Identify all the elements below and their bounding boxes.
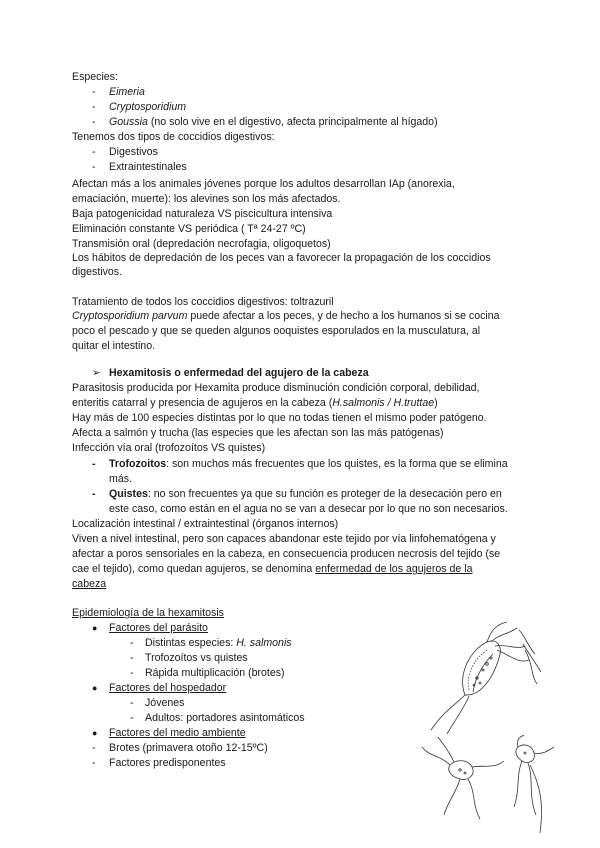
factores-ambiente-title: Factores del medio ambiente xyxy=(109,727,246,739)
dash: - xyxy=(92,742,96,754)
bullet-icon: ● xyxy=(92,623,98,633)
underlined-term: cabeza xyxy=(72,578,107,590)
factores-parasito-title: Factores del parásito xyxy=(109,622,208,634)
parasito-item: Rápida multiplicación (brotes) xyxy=(145,667,285,679)
tratamiento-crypto-line xyxy=(72,310,500,323)
quistes-label: Quistes xyxy=(109,488,148,500)
text-line: poco el pescado y que se queden algunos ooquistes esporulados en la musculatura, al xyxy=(72,325,481,337)
tratamiento-line: Tratamiento de todos los coccidios digestivos: toltrazuril xyxy=(72,296,334,308)
tipo-extraintestinales: Extraintestinales xyxy=(109,161,187,173)
text-line: Afectan más a los animales jóvenes porque los adultos desarrollan IAp (anorexia, xyxy=(72,178,455,190)
underlined-term: enfermedad de los agujeros de la xyxy=(315,563,473,575)
epidemiologia-title: Epidemiología de la hexamitosis xyxy=(72,607,224,619)
arrow-bullet-icon: ➢ xyxy=(92,367,101,379)
dash: - xyxy=(130,697,134,709)
dash: - xyxy=(92,86,96,98)
dash: - xyxy=(130,652,134,664)
dash: - xyxy=(130,637,134,649)
text-line: afectar a poros sensoriales en la cabeza, en consecuencia producen necrosis del tejido (se xyxy=(72,548,501,560)
hexamita-trophozoite-illustration xyxy=(425,620,545,735)
bullet-icon: ● xyxy=(92,683,98,693)
factores-hospedador-title: Factores del hospedador xyxy=(109,682,227,694)
text-span: enteritis catarral y presencia de agujeros en la cabeza ( xyxy=(72,397,333,409)
text-line-species xyxy=(72,397,438,410)
ambiente-item: Brotes (primavera otoño 12-15ºC) xyxy=(109,742,268,754)
dash: - xyxy=(92,116,96,128)
especies-title: Especies: xyxy=(72,71,118,83)
dash: - xyxy=(92,161,96,173)
text-span: cae el tejido), como quedan agujeros, se denomina xyxy=(72,563,316,575)
section-heading: Hexamitosis o enfermedad del agujero de la cabeza xyxy=(109,367,369,379)
text-line: Afecta a salmón y trucha (las especies que les afectan son las más patógenas) xyxy=(72,427,444,439)
trofozoitos-label: Trofozoitos xyxy=(109,458,167,470)
especie-eimeria: Eimeria xyxy=(109,86,145,98)
tipos-intro: Tenemos dos tipos de coccidios digestivos: xyxy=(72,131,275,143)
parasito-item: Trofozoítos vs quistes xyxy=(145,652,248,664)
text-line: Infección vía oral (trofozoítos VS quistes) xyxy=(72,442,266,454)
dash: - xyxy=(92,146,96,158)
hospedador-item: Jóvenes xyxy=(145,697,185,709)
hexamita-flagellates-illustration xyxy=(420,735,555,835)
species-names: H.salmonis / H.truttae xyxy=(332,397,435,409)
dash: - xyxy=(130,712,134,724)
text-line: Parasitosis producida por Hexamita produce disminución condición corporal, debilidad, xyxy=(72,382,480,394)
dash: - xyxy=(92,458,96,470)
text-line: Viven a nivel intestinal, pero son capaces abandonar este tejido por vía linfohematógena y xyxy=(72,533,496,545)
text-span: puede afectar a los peces, y de hecho a los humanos si se cocina xyxy=(187,310,500,322)
dash: - xyxy=(130,667,134,679)
text-line: Hay más de 100 especies distintas por lo que no todas tienen el mismo poder patógeno. xyxy=(72,412,487,424)
text-line: quitar el intestino. xyxy=(72,340,156,352)
especie-cryptosporidium: Cryptosporidium xyxy=(109,101,187,113)
dash: - xyxy=(92,488,96,500)
hospedador-item: Adultos: portadores asintomáticos xyxy=(145,712,305,724)
parasito-item xyxy=(145,637,292,650)
text-span: : son muchos más frecuentes que los quistes, es la forma que se elimina xyxy=(166,458,508,470)
dash: - xyxy=(92,101,96,113)
text-line: digestivos. xyxy=(72,266,123,278)
tipo-digestivos: Digestivos xyxy=(109,146,158,158)
ambiente-item: Factores predisponentes xyxy=(109,757,226,769)
text-line: este caso, como están en el agua no se van a desecar por lo que no son necesarios. xyxy=(109,503,508,515)
species-name: H. salmonis xyxy=(236,637,292,649)
text-line: Transmisión oral (depredación necrofagia, oligoquetos) xyxy=(72,238,331,250)
text-line: emaciación, muerte): los alevines son los más afectados. xyxy=(72,193,341,205)
text-line: Los hábitos de depredación de los peces van a favorecer la propagación de los coccidios xyxy=(72,252,491,264)
text-line: Eliminación constante VS periódica ( Tª 24-27 ºC) xyxy=(72,223,306,235)
text-line-underlined xyxy=(72,563,472,576)
trofozoitos-line xyxy=(109,458,508,471)
especie-goussia: Goussia xyxy=(109,116,148,128)
bullet-icon: ● xyxy=(92,728,98,738)
text-span: ) xyxy=(434,397,438,409)
goussia-note: (no solo vive en el digestivo, afecta principalmente al hígado) xyxy=(147,116,438,128)
dash: - xyxy=(92,757,96,769)
text-line: más. xyxy=(109,473,132,485)
text-span: Distintas especies: xyxy=(145,637,237,649)
text-line: Baja patogenicidad naturaleza VS piscicultura intensiva xyxy=(72,208,333,220)
especie-goussia-line xyxy=(109,116,438,129)
quistes-line xyxy=(109,488,502,501)
text-line: Localización intestinal / extraintestinal (órganos internos) xyxy=(72,518,339,530)
cryptosporidium-parvum: Cryptosporidium parvum xyxy=(72,310,188,322)
text-span: : no son frecuentes ya que su función es proteger de la desecación pero en xyxy=(147,488,502,500)
